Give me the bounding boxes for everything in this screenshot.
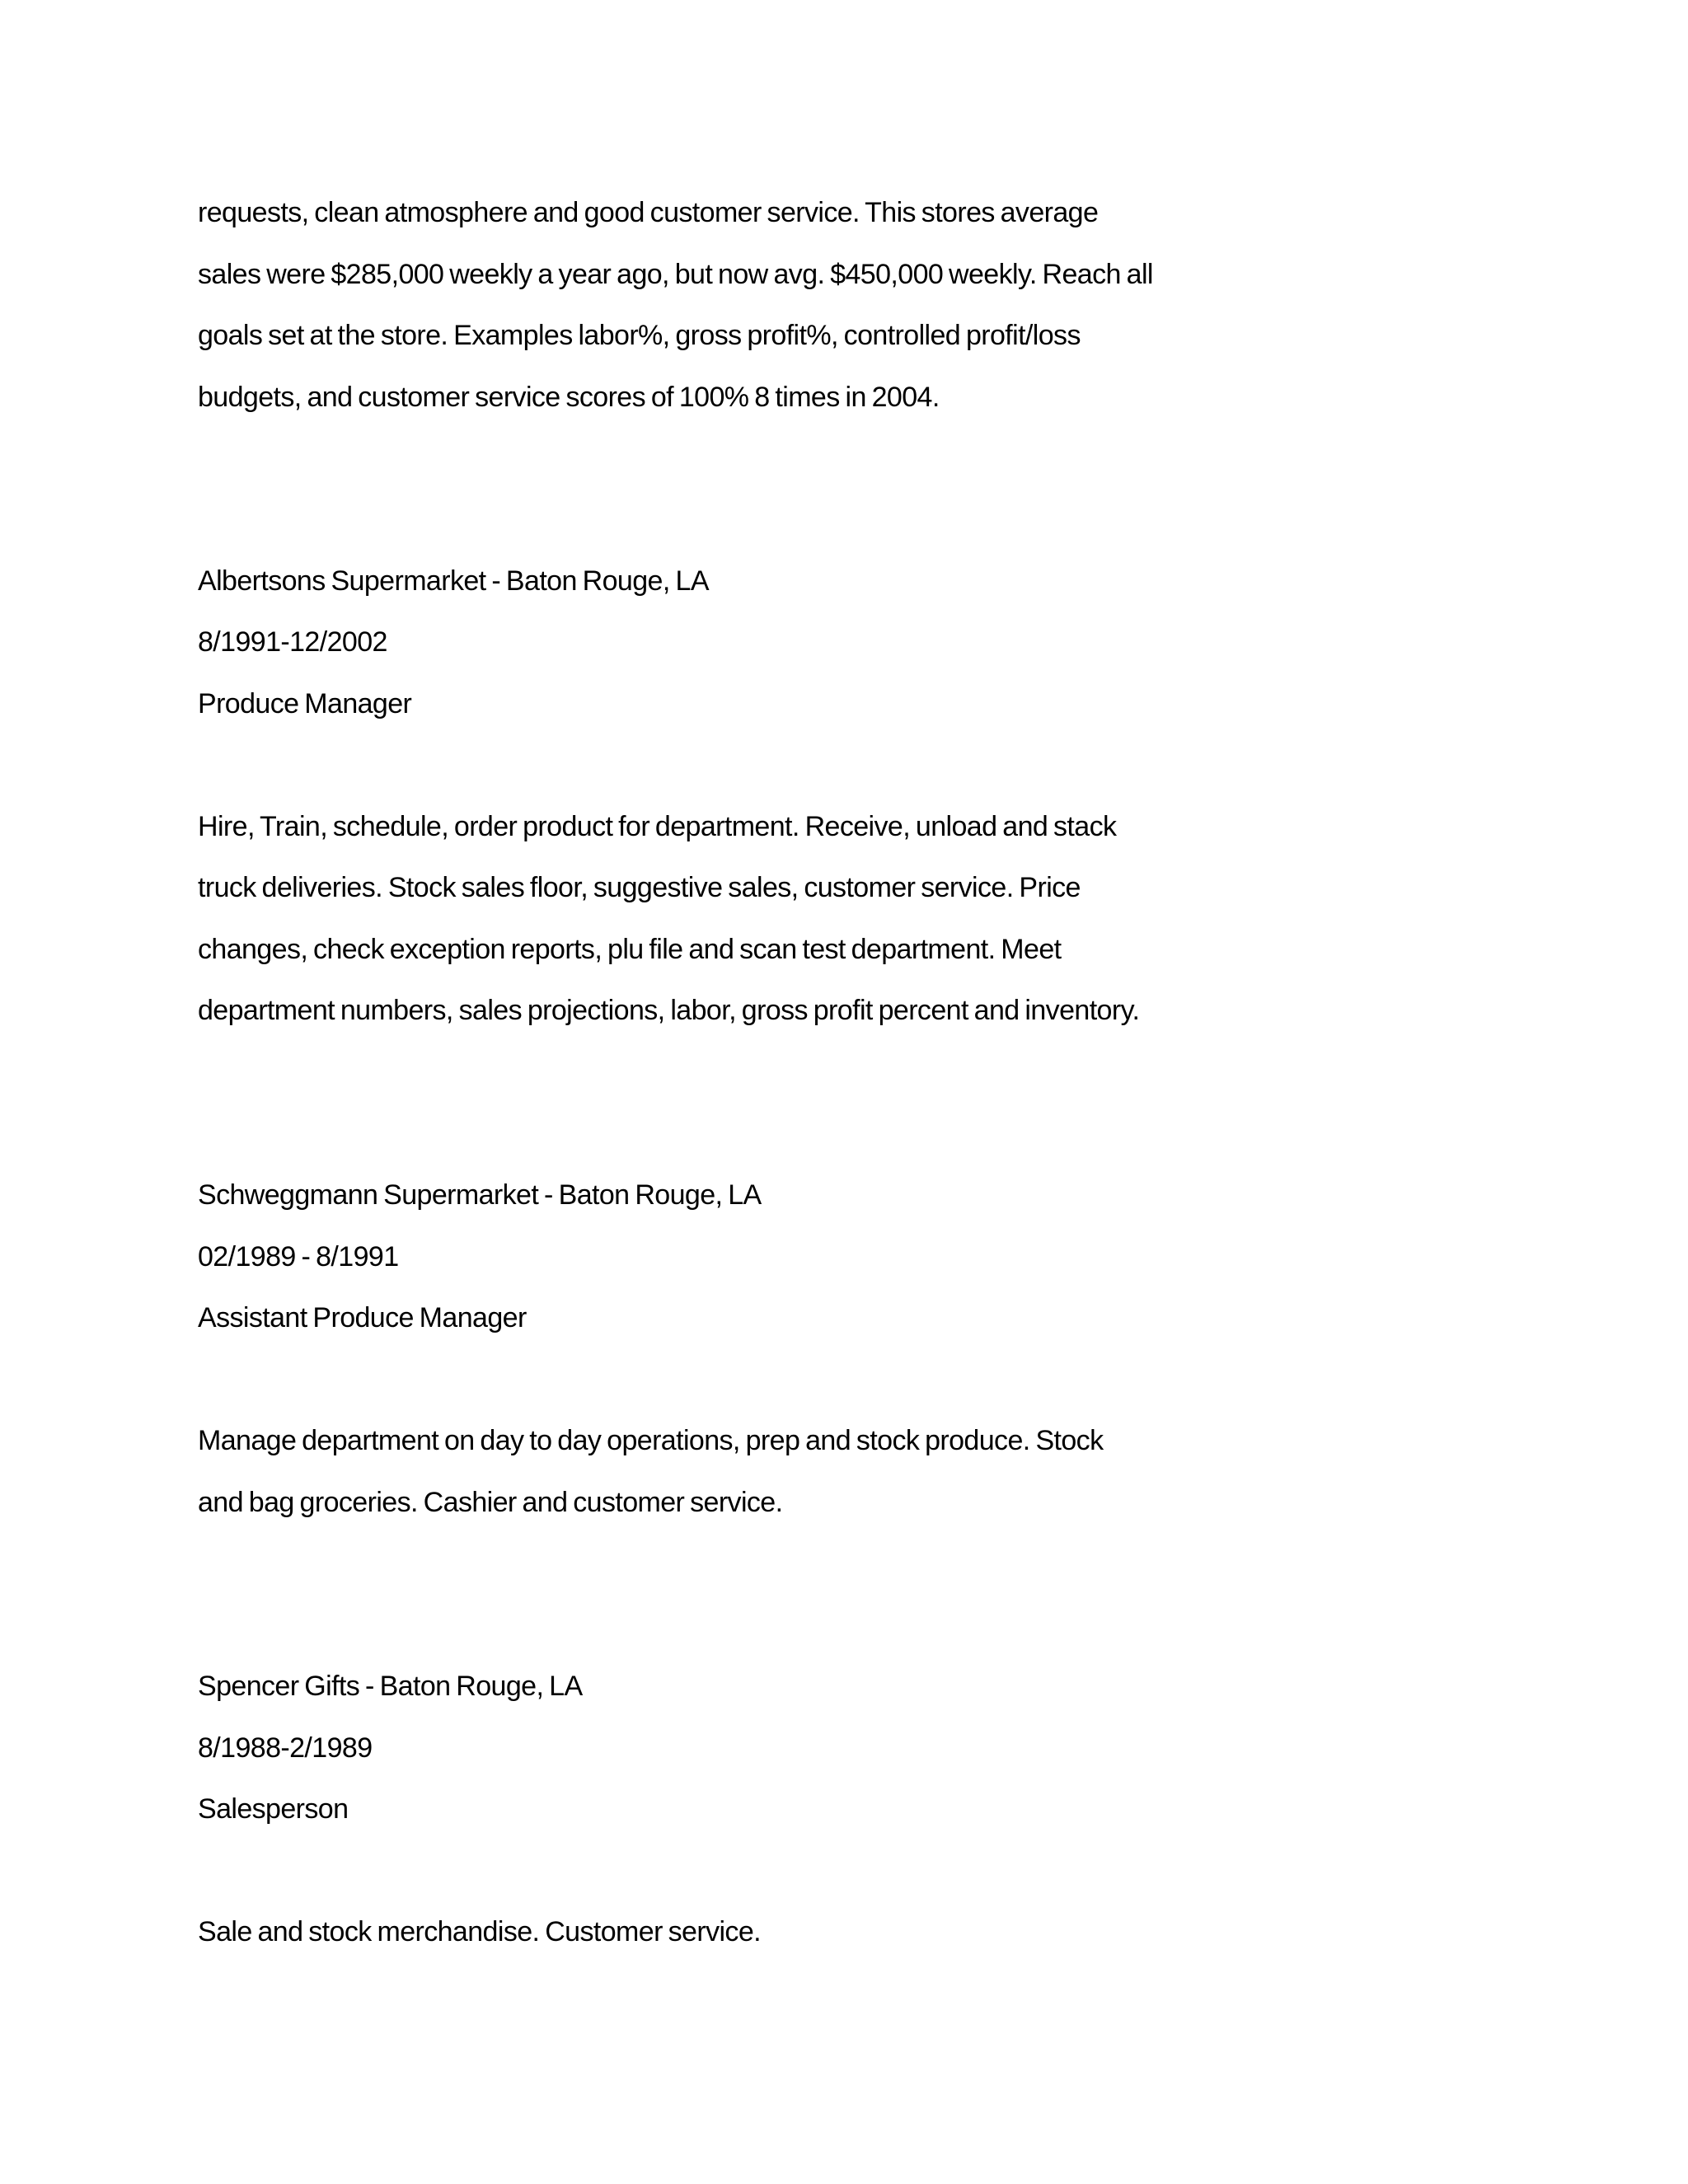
job-description-line: truck deliveries. Stock sales floor, suggestive sales, customer service. Price — [198, 872, 1081, 903]
job-description-line: Sale and stock merchandise. Customer service. — [198, 1916, 761, 1947]
job-employer: Schweggmann Supermarket - Baton Rouge, LA — [198, 1179, 762, 1211]
job-employer: Spencer Gifts - Baton Rouge, LA — [198, 1671, 583, 1702]
job-description-line: Hire, Train, schedule, order product for department. Receive, unload and stack — [198, 811, 1117, 842]
intro-line: requests, clean atmosphere and good customer service. This stores average — [198, 197, 1099, 228]
job-title: Assistant Produce Manager — [198, 1302, 527, 1333]
job-title: Produce Manager — [198, 688, 412, 719]
job-dates: 02/1989 - 8/1991 — [198, 1241, 399, 1272]
intro-line: sales were $285,000 weekly a year ago, but now avg. $450,000 weekly. Reach all — [198, 259, 1153, 290]
job-employer: Albertsons Supermarket - Baton Rouge, LA — [198, 565, 709, 597]
job-dates: 8/1991-12/2002 — [198, 626, 387, 658]
intro-line: budgets, and customer service scores of 100% 8 times in 2004. — [198, 382, 940, 413]
job-description-line: Manage department on day to day operations, prep and stock produce. Stock — [198, 1425, 1104, 1456]
job-title: Salesperson — [198, 1793, 349, 1825]
job-description-line: changes, check exception reports, plu file and scan test department. Meet — [198, 934, 1062, 965]
job-description-line: and bag groceries. Cashier and customer service. — [198, 1487, 783, 1518]
intro-line: goals set at the store. Examples labor%, gross profit%, controlled profit/loss — [198, 320, 1081, 351]
job-description-line: department numbers, sales projections, labor, gross profit percent and inventory. — [198, 995, 1140, 1026]
job-dates: 8/1988-2/1989 — [198, 1732, 373, 1764]
